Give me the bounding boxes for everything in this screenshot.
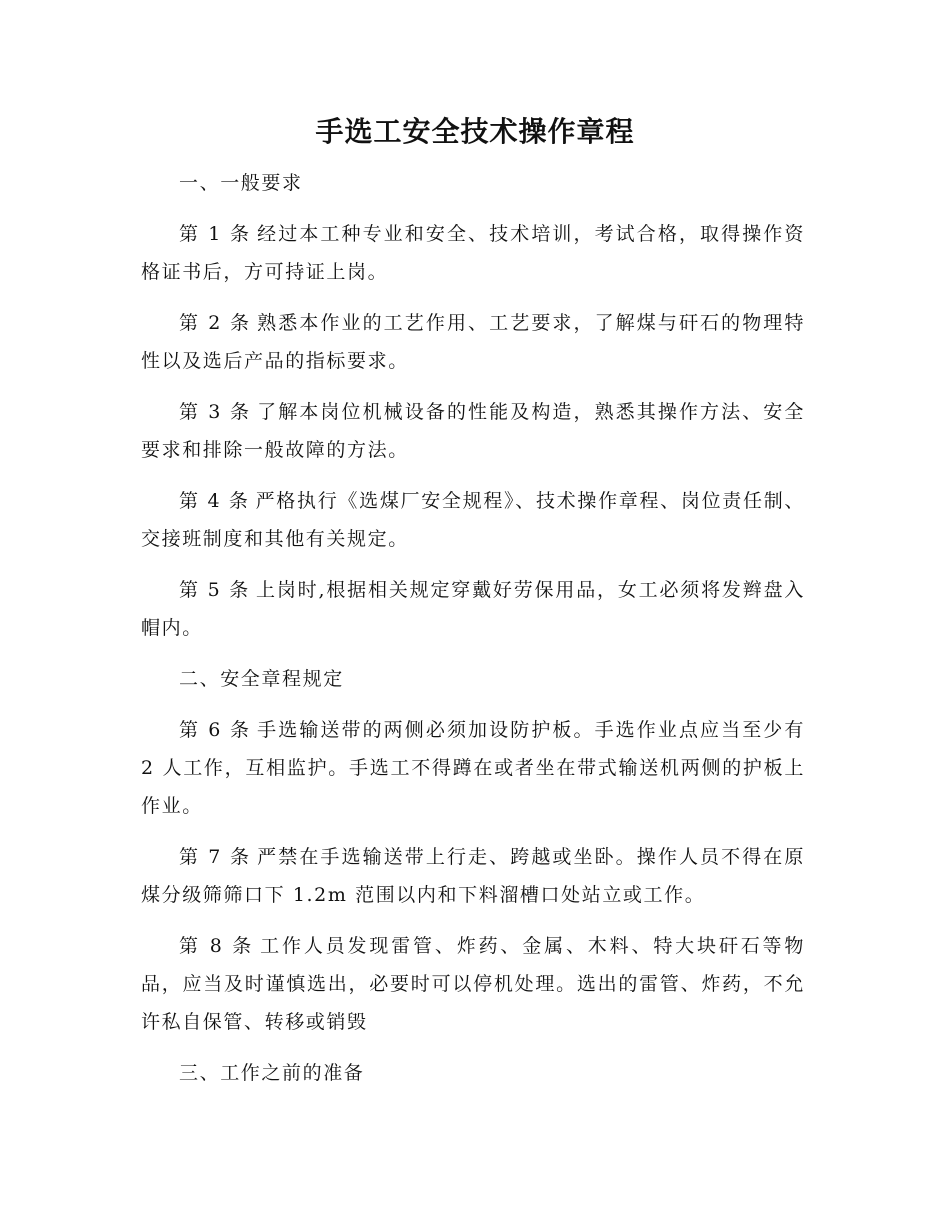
article-number: 第 1 条 xyxy=(179,223,252,245)
section-heading: 二、安全章程规定 xyxy=(179,668,344,690)
article-paragraph xyxy=(141,304,805,380)
article-paragraph xyxy=(141,482,805,558)
article-paragraph xyxy=(141,215,805,291)
article-paragraph xyxy=(141,393,805,469)
article-number: 第 8 条 xyxy=(179,935,255,957)
document-title: 手选工安全技术操作章程 xyxy=(315,115,635,148)
article-number: 第 6 条 xyxy=(179,719,252,741)
article-paragraph xyxy=(141,711,805,825)
section-heading: 三、工作之前的准备 xyxy=(179,1062,365,1084)
article-number: 第 4 条 xyxy=(179,490,250,512)
article-text: 严格执行《选煤厂安全规程》、技术操作章程、岗位责任制、交接班制度和其他有关规定。 xyxy=(141,490,806,550)
article-text: 了解本岗位机械设备的性能及构造，熟悉其操作方法、安全要求和排除一般故障的方法。 xyxy=(141,401,805,461)
article-text: 严禁在手选输送带上行走、跨越或坐卧。操作人员不得在原煤分级筛筛口下 1.2m 范围以内和下料溜槽口处站立或工作。 xyxy=(141,846,805,906)
article-text: 上岗时,根据相关规定穿戴好劳保用品，女工必须将发辫盘入帽内。 xyxy=(141,579,805,639)
article-text: 经过本工种专业和安全、技术培训，考试合格，取得操作资格证书后，方可持证上岗。 xyxy=(141,223,805,283)
article-number: 第 7 条 xyxy=(179,846,252,868)
article-text: 手选输送带的两侧必须加设防护板。手选作业点应当至少有 2 人工作，互相监护。手选工不得蹲在或者坐在带式输送机两侧的护板上作业。 xyxy=(141,719,805,817)
article-paragraph xyxy=(141,927,805,1041)
article-number: 第 5 条 xyxy=(179,579,251,601)
article-number: 第 2 条 xyxy=(179,312,252,334)
section-heading: 一、一般要求 xyxy=(179,172,303,194)
article-text: 熟悉本作业的工艺作用、工艺要求，了解煤与矸石的物理特性以及选后产品的指标要求。 xyxy=(141,312,805,372)
article-paragraph xyxy=(141,838,805,914)
article-number: 第 3 条 xyxy=(179,401,252,423)
article-text: 工作人员发现雷管、炸药、金属、木料、特大块矸石等物品，应当及时谨慎选出，必要时可以停机处理。选出的雷管、炸药，不允许私自保管、转移或销毁 xyxy=(141,935,805,1033)
document-body xyxy=(141,164,805,1105)
article-paragraph xyxy=(141,571,805,647)
